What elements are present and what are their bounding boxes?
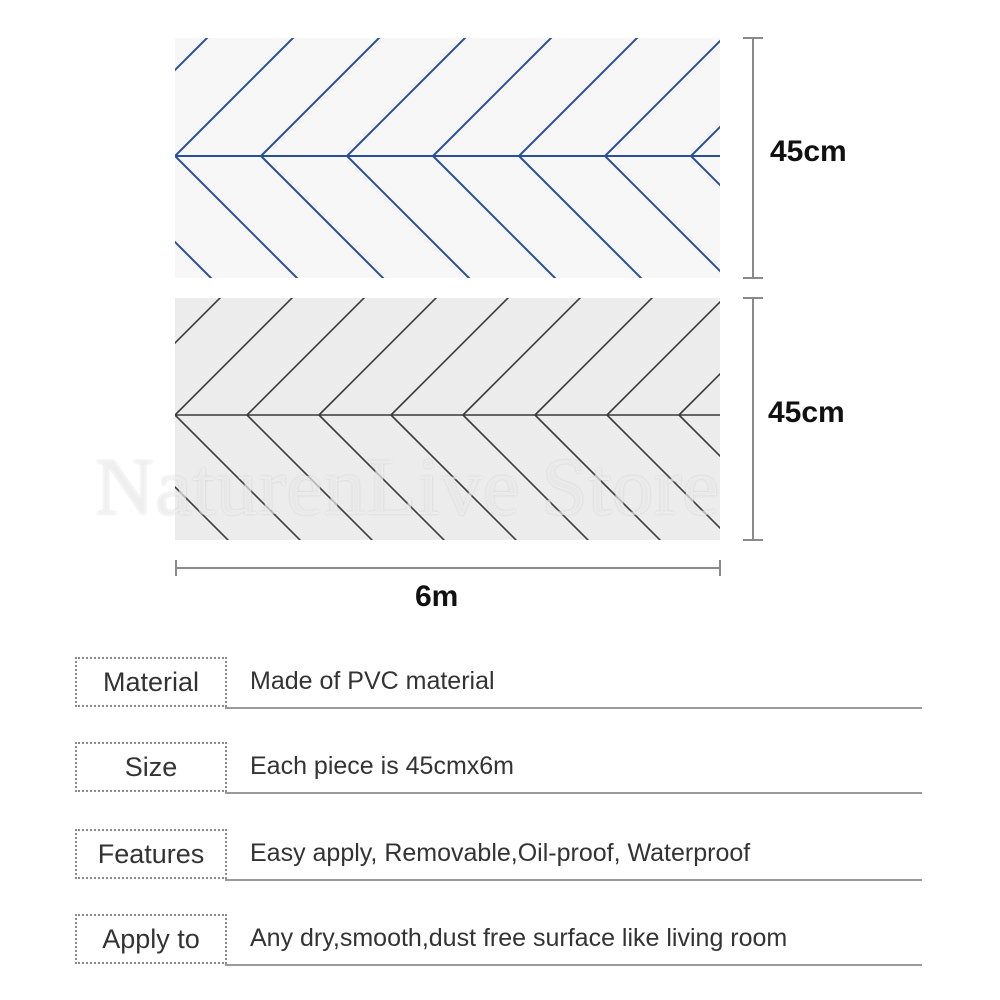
width-label: 6m bbox=[415, 580, 459, 613]
pattern-diagonal-line bbox=[247, 298, 382, 415]
pattern-diagonal-line bbox=[175, 298, 310, 415]
spec-value-apply-to: Any dry,smooth,dust free surface like living room bbox=[250, 924, 788, 952]
spec-row-apply-to bbox=[75, 914, 922, 966]
height-label-top: 45cm bbox=[770, 135, 847, 168]
spec-value-size: Each piece is 45cmx6m bbox=[250, 752, 515, 780]
pattern-diagonal-line bbox=[433, 156, 565, 278]
spec-row-material bbox=[75, 657, 922, 709]
blue-herringbone-panel bbox=[175, 38, 720, 278]
pattern-diagonal-line bbox=[679, 298, 720, 415]
spec-row-size bbox=[75, 742, 922, 794]
blue-herringbone-pattern bbox=[175, 38, 720, 278]
pattern-diagonal-line bbox=[463, 298, 598, 415]
pattern-diagonal-line bbox=[261, 38, 393, 156]
spec-label-features: Features bbox=[75, 829, 227, 879]
pattern-diagonal-line bbox=[175, 298, 238, 415]
pattern-diagonal-line bbox=[607, 298, 720, 415]
pattern-diagonal-line bbox=[519, 156, 651, 278]
spec-divider bbox=[225, 707, 922, 709]
spec-divider bbox=[225, 964, 922, 966]
pattern-diagonal-line bbox=[261, 156, 393, 278]
spec-value-features: Easy apply, Removable,Oil-proof, Waterproof bbox=[250, 839, 751, 867]
spec-label-size: Size bbox=[75, 742, 227, 792]
spec-divider bbox=[225, 792, 922, 794]
spec-label-apply-to: Apply to bbox=[75, 914, 227, 964]
pattern-diagonal-line bbox=[175, 156, 221, 278]
pattern-diagonal-line bbox=[535, 298, 670, 415]
spec-value-material: Made of PVC material bbox=[250, 667, 495, 695]
pattern-diagonal-line bbox=[175, 38, 221, 156]
spec-label-material: Material bbox=[75, 657, 227, 707]
pattern-diagonal-line bbox=[519, 38, 651, 156]
store-watermark: NaturenLive Store bbox=[95, 441, 720, 532]
spec-divider bbox=[225, 879, 922, 881]
pattern-diagonal-line bbox=[691, 156, 720, 278]
pattern-diagonal-line bbox=[175, 156, 307, 278]
spec-row-features bbox=[75, 829, 922, 881]
pattern-diagonal-line bbox=[175, 38, 307, 156]
height-label-bottom: 45cm bbox=[768, 396, 845, 429]
pattern-diagonal-line bbox=[319, 298, 454, 415]
pattern-diagonal-line bbox=[347, 156, 479, 278]
pattern-diagonal-line bbox=[391, 298, 526, 415]
pattern-diagonal-line bbox=[347, 38, 479, 156]
pattern-diagonal-line bbox=[433, 38, 565, 156]
pattern-diagonal-line bbox=[605, 38, 720, 156]
